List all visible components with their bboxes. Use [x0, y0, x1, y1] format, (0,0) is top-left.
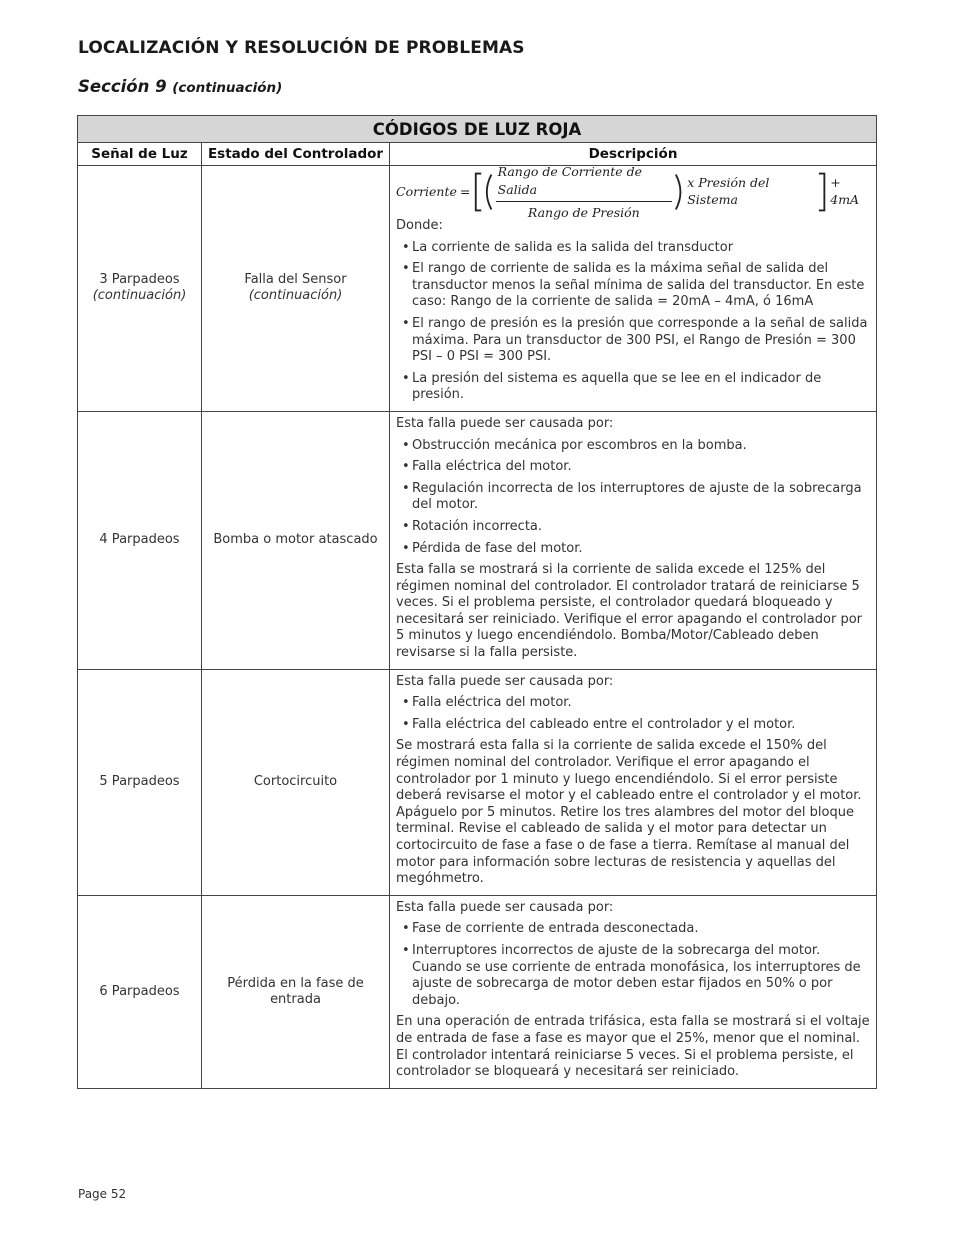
signal-cell — [78, 895, 202, 1088]
current-formula — [396, 163, 870, 220]
state-cell — [202, 895, 390, 1088]
header-state: Estado del Controlador — [202, 143, 390, 166]
left-bracket-icon — [473, 170, 493, 214]
list-item: • Falla eléctrica del motor. — [396, 695, 870, 712]
state-cell — [202, 411, 390, 669]
description-intro: Esta falla puede ser causada por: — [396, 899, 614, 915]
table-row — [78, 895, 877, 1088]
state-cell — [202, 669, 390, 895]
table-row — [78, 411, 877, 669]
state-cell — [202, 166, 390, 412]
table-row — [78, 669, 877, 895]
description-intro: Donde: — [396, 218, 443, 233]
signal-label: 6 Parpadeos — [99, 983, 180, 999]
formula-multiplier: x Presión del Sistema — [687, 175, 770, 207]
description-bullets — [396, 695, 870, 733]
signal-label: 4 Parpadeos — [99, 532, 180, 548]
section-title: Sección 9 — [78, 77, 167, 96]
list-item: • Obstrucción mecánica por escombros en la bomba. — [396, 438, 870, 455]
list-item: • Falla eléctrica del motor. — [396, 459, 870, 476]
list-item: • La corriente de salida es la salida del transductor — [396, 240, 870, 257]
description-cell — [390, 669, 877, 895]
table-header-row — [78, 143, 877, 166]
right-bracket-icon — [817, 170, 826, 214]
description-intro: Esta falla puede ser causada por: — [396, 415, 614, 431]
signal-label: 5 Parpadeos — [99, 774, 180, 790]
description-note: Se mostrará esta falla si la corriente de salida excede el 150% del régimen nominal del controlador. Verifique el error apagando el controlador por 1 minuto y luego encendiéndolo. Si el error persiste deberá revisarse el motor y el cableado entre el controlador y el motor. Apáguelo por 5 minutos. Retire los tres alambres del motor del bloque terminal. Revise el cableado de salida y el motor para detectar un cortocircuito de fase a fase o de fase a tierra. Remítase al manual del motor para información sobre lecturas de resistencia y aquellas del megóhmetro. — [396, 738, 862, 887]
description-cell — [390, 895, 877, 1088]
signal-cell — [78, 411, 202, 669]
list-item: • El rango de presión es la presión que corresponde a la señal de salida máxima. Para un transductor de 300 PSI, el Rango de Presión = 300 PSI – 0 PSI = 300 PSI. — [396, 316, 870, 366]
page-heading: LOCALIZACIÓN Y RESOLUCIÓN DE PROBLEMAS — [78, 38, 525, 58]
formula-lhs: Corriente — [396, 183, 457, 199]
list-item: • Interruptores incorrectos de ajuste de la sobrecarga del motor. Cuando se use corriente de entrada monofásica, los interruptores de ajuste de sobrecarga de motor deben estar fijados en 50% o por debajo. — [396, 943, 870, 1009]
state-label: Cortocircuito — [253, 774, 338, 790]
list-item: • Rotación incorrecta. — [396, 519, 870, 536]
red-light-codes-table — [77, 115, 877, 1089]
description-intro: Esta falla puede ser causada por: — [396, 673, 614, 689]
header-description: Descripción — [390, 143, 877, 166]
state-label: Falla del Sensor — [244, 272, 347, 288]
formula-equals: = — [459, 183, 471, 199]
formula-fraction — [496, 163, 672, 222]
signal-cell — [78, 166, 202, 412]
description-bullets — [396, 240, 870, 404]
list-item: • Pérdida de fase del motor. — [396, 541, 870, 558]
state-label: Bomba o motor atascado — [213, 532, 378, 548]
description-cell — [390, 163, 877, 412]
description-bullets — [396, 921, 870, 1009]
list-item: • El rango de corriente de salida es la máxima señal de salida del transductor menos la señal mínima de salida del transductor. En este caso: Rango de la corriente de salida = 20mA – 4mA, ó 16mA — [396, 261, 870, 311]
formula-denominator: Rango de Presión — [527, 204, 640, 220]
state-continuation: (continuación) — [248, 288, 343, 304]
signal-continuation: (continuación) — [92, 288, 187, 304]
list-item: • Regulación incorrecta de los interruptores de ajuste de la sobrecarga del motor. — [396, 481, 870, 514]
signal-label: 3 Parpadeos — [99, 272, 180, 288]
description-bullets — [396, 438, 870, 558]
formula-plus: + 4mA — [830, 175, 860, 207]
description-note: Esta falla se mostrará si la corriente de salida excede el 125% del régimen nominal del controlador. El controlador tratará de reiniciarse 5 veces. Si el problema persiste, el controlador quedará bloqueado y necesitará ser reiniciado. Verifique el error apagando el controlador por 5 minutos y luego encendiéndolo. Bomba/Motor/Cableado deben revisarse si la falla persiste. — [396, 562, 862, 661]
right-paren-icon — [674, 170, 683, 214]
section-continuation: (continuación) — [172, 80, 283, 96]
header-signal: Señal de Luz — [78, 143, 202, 166]
description-cell — [390, 411, 877, 669]
section-heading — [78, 77, 282, 96]
list-item: • Falla eléctrica del cableado entre el controlador y el motor. — [396, 717, 870, 734]
description-note: En una operación de entrada trifásica, esta falla se mostrará si el voltaje de entrada de fase a fase es mayor que el 25%, menor que el nominal. El controlador intentará reiniciarse 5 veces. Si el problema persiste, el controlador se bloqueará y necesitará ser reiniciado. — [396, 1014, 870, 1080]
table-row — [78, 166, 877, 412]
state-label: Pérdida en la fase de entrada — [227, 975, 364, 1007]
table-title: CÓDIGOS DE LUZ ROJA — [78, 116, 877, 143]
list-item: • Fase de corriente de entrada desconectada. — [396, 921, 870, 938]
signal-cell — [78, 669, 202, 895]
formula-numerator: Rango de Corriente de Salida — [496, 163, 672, 202]
page-number: Page 52 — [78, 1187, 127, 1201]
list-item: • La presión del sistema es aquella que se lee en el indicador de presión. — [396, 371, 870, 404]
